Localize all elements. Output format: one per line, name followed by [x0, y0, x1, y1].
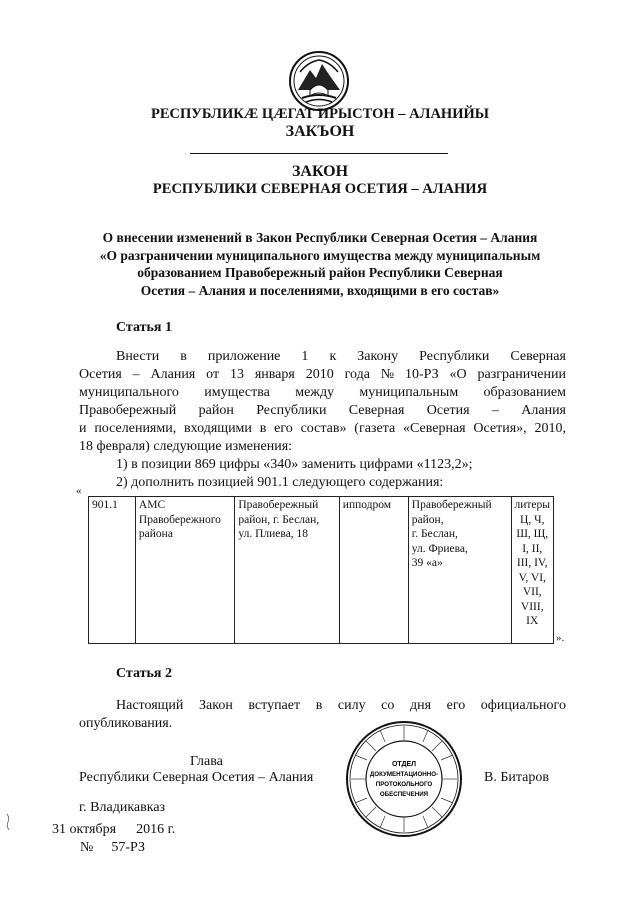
word: состав»	[300, 421, 347, 436]
cell-line: ул. Плиева, 18	[238, 528, 309, 540]
word: силу	[337, 698, 366, 713]
header-divider	[190, 153, 448, 154]
law-title-line: «О разграничении муниципального имущества между муниципальным	[99, 247, 541, 263]
republic-name-russian: РЕСПУБЛИКИ СЕВЕРНАЯ ОСЕТИЯ – АЛАНИЯ	[152, 181, 488, 197]
word: 2010	[305, 367, 334, 382]
word: его	[274, 421, 293, 436]
signing-city: г. Владикавказ	[79, 800, 166, 815]
word: Настоящий	[116, 698, 184, 713]
law-number	[80, 840, 145, 856]
letters-cell	[511, 497, 554, 644]
law-label-ossetian: ЗАКЪОН	[285, 123, 355, 140]
word: к	[329, 349, 337, 364]
cell-line: район,	[411, 513, 444, 526]
article-1-line	[79, 384, 566, 402]
word: «Северная	[402, 421, 466, 436]
article-2-text	[79, 697, 566, 733]
word: №	[380, 367, 395, 382]
signatory-title: Глава	[190, 754, 223, 769]
official-stamp-icon	[345, 720, 463, 838]
signatory-role: Республики Северная Осетия – Алания	[79, 770, 314, 785]
word: 10-РЗ	[405, 367, 439, 382]
article-1-line	[79, 348, 566, 366]
word: в	[180, 349, 187, 364]
word: дня	[409, 698, 432, 713]
cell-line: района	[138, 528, 173, 540]
table-row	[89, 497, 554, 644]
republic-emblem-icon	[288, 50, 350, 112]
cell-line: VII,	[522, 586, 542, 598]
word: 2010,	[534, 421, 566, 436]
cell-line: III, IV,	[516, 557, 548, 569]
word: (газета	[354, 421, 396, 436]
cell-line: район, г. Беслан,	[238, 513, 320, 526]
word: Северная	[348, 403, 405, 418]
article-1-line: 18 февраля) следующие изменения:	[79, 439, 293, 454]
holder-cell	[135, 497, 234, 644]
word: разграничении	[477, 367, 566, 382]
cell-line: 39 «а»	[411, 557, 443, 569]
law-title	[60, 229, 580, 299]
word: Закон	[199, 698, 233, 713]
word: в	[315, 698, 323, 713]
signatory-name: В. Битаров	[484, 770, 549, 785]
word: приложение	[207, 349, 281, 364]
word: Осетия»,	[473, 421, 527, 436]
word: –	[491, 403, 499, 418]
cell-line: Правобережного	[138, 513, 221, 526]
article-1-line	[79, 420, 566, 438]
position-901-1-table	[88, 496, 554, 644]
cell-line: Правобережный	[238, 499, 319, 511]
signing-year: 2016 г.	[136, 822, 176, 837]
word: –	[132, 367, 140, 382]
cell-line: Ц, Ч,	[520, 513, 545, 526]
quote-open-mark: «	[76, 485, 82, 497]
word: образованием	[483, 385, 566, 400]
article-1-line	[79, 366, 566, 384]
word: года	[344, 367, 370, 382]
word: 1	[301, 349, 309, 364]
word: входящими	[184, 421, 252, 436]
word: от	[206, 367, 220, 382]
word: Республики	[256, 403, 327, 418]
quote-close-mark: ».	[556, 632, 565, 644]
position-number-cell: 901.1	[89, 497, 136, 644]
word: Осетия	[426, 403, 470, 418]
margin-mark-icon	[4, 812, 16, 832]
cell-line: IX	[526, 615, 539, 627]
article-2-heading: Статья 2	[116, 666, 172, 681]
word: Алания	[521, 403, 566, 418]
law-label-russian: ЗАКОН	[291, 163, 349, 180]
word: Внести	[116, 349, 160, 364]
cell-line: ул. Фриева,	[411, 542, 468, 555]
word: «О	[449, 367, 467, 382]
law-title-line: О внесении изменений в Закон Республики Северная Осетия – Алания	[102, 230, 538, 245]
word: 13	[229, 367, 244, 382]
word: Алания	[150, 367, 196, 382]
object-type-cell: ипподром	[339, 497, 408, 644]
word: между	[295, 385, 335, 400]
word: вступает	[248, 698, 301, 713]
article-1-line	[79, 402, 566, 420]
word: в	[259, 421, 267, 436]
republic-name-ossetian: РЕСПУБЛИКӔ ЦӔГАТ ИРЫСТОН – АЛАНИЙЫ	[151, 106, 489, 122]
law-title-line: Осетия – Алания и поселениями, входящими в его состав»	[140, 282, 500, 298]
article-2-line	[79, 697, 566, 715]
location-cell	[408, 497, 511, 644]
cell-line: VIII,	[520, 600, 544, 613]
cell-line: I, II,	[522, 542, 543, 555]
article-2-line: опубликования.	[79, 716, 173, 731]
word: Правобережный	[79, 403, 177, 418]
law-number-value: 57-РЗ	[111, 840, 145, 855]
amendment-item-2: 2) дополнить позицией 901.1 следующего содержания:	[116, 475, 444, 490]
word: муниципальным	[359, 385, 459, 400]
word: его	[446, 698, 466, 713]
word: поселениями,	[94, 421, 177, 436]
word: имущества	[204, 385, 270, 400]
word: муниципального	[79, 385, 179, 400]
word: Северная	[510, 349, 566, 364]
cell-line: литеры	[514, 499, 550, 511]
address-cell	[235, 497, 339, 644]
cell-line: г. Беслан,	[411, 528, 458, 540]
stamp-text-line: ДОКУМЕНТАЦИОННО-	[369, 771, 439, 778]
word: официального	[480, 698, 566, 713]
stamp-text-line: ОТДЕЛ	[391, 761, 417, 768]
signing-date	[52, 822, 175, 838]
word: Республики	[419, 349, 490, 364]
law-title-line: образованием Правобережный район Республики Северная	[137, 265, 503, 280]
stamp-text-line: ПРОТОКОЛЬНОГО	[375, 781, 433, 788]
cell-line: Правобережный	[411, 499, 492, 511]
cell-line: Ш, Щ,	[516, 528, 549, 540]
word: со	[381, 698, 395, 713]
word: января	[254, 367, 295, 382]
signing-day-month: 31 октября	[52, 822, 117, 837]
amendment-item-1: 1) в позиции 869 цифры «340» заменить цифрами «1123,2»;	[116, 457, 473, 472]
cell-line: АМС	[138, 499, 166, 511]
word: район	[198, 403, 234, 418]
article-1-heading: Статья 1	[116, 320, 172, 335]
article-1-text	[79, 348, 566, 492]
cell-line: V, VI,	[518, 571, 546, 584]
stamp-text-line: ОБЕСПЕЧЕНИЯ	[379, 791, 429, 798]
number-sign: №	[80, 840, 94, 855]
word: Закону	[357, 349, 399, 364]
word: и	[79, 421, 87, 436]
word: Осетия	[79, 367, 122, 382]
